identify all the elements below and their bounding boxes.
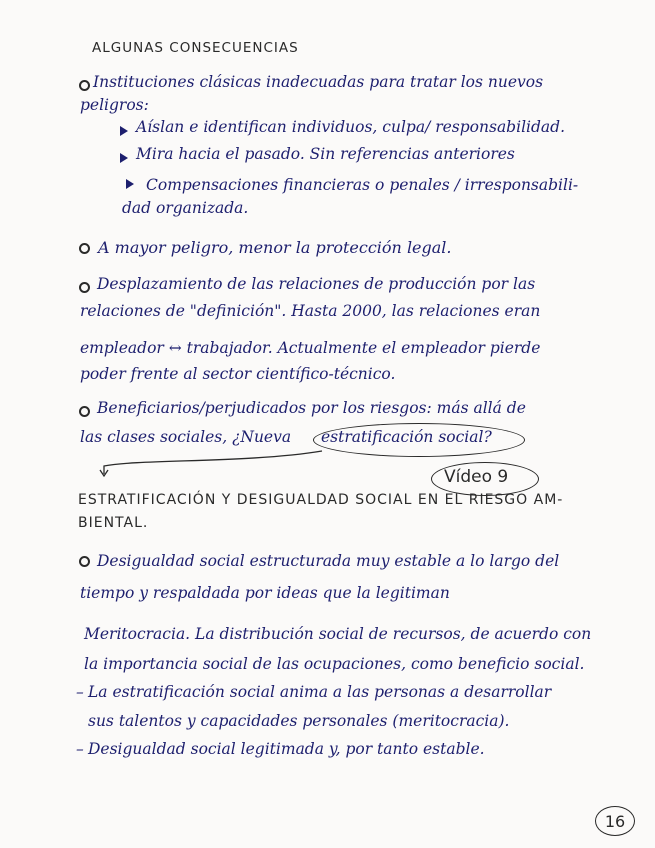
dash2-marker: –: [76, 740, 84, 758]
bullet2-text: A mayor peligro, menor la protección legal.: [98, 238, 452, 257]
meritocracia-line1: Meritocracia. La distribución social de recursos, de acuerdo con: [84, 625, 592, 643]
page-number: 16: [595, 806, 635, 836]
bullet5-line1: Desigualdad social estructurada muy estable a lo largo del: [97, 552, 560, 570]
bullet1-line2: peligros:: [80, 96, 149, 114]
bullet3-line4: poder frente al sector científico-técnico.: [80, 365, 396, 383]
bullet3-line3: empleador ↔ trabajador. Actualmente el empleador pierde: [80, 339, 541, 357]
sub2-line1: Mira hacia el pasado. Sin referencias anteriores: [136, 145, 515, 163]
heading-estratificacion-line2: BIENTAL.: [78, 515, 149, 531]
bullet4-line1: Beneficiarios/perjudicados por los riesgos: más allá de: [97, 399, 526, 417]
bullet1-line1: Instituciones clásicas inadecuadas para tratar los nuevos: [93, 73, 544, 91]
heading-estratificacion-line1: ESTRATIFICACIÓN Y DESIGUALDAD SOCIAL EN EL RIESGO AM-: [78, 492, 564, 508]
bullet3-line1: Desplazamiento de las relaciones de producción por las: [97, 275, 536, 293]
video-label: Vídeo 9: [444, 467, 509, 487]
heading-algunas-consecuencias: ALGUNAS CONSECUENCIAS: [92, 40, 299, 56]
sub1-line1: Aíslan e identifican individuos, culpa/ responsabilidad.: [136, 118, 565, 136]
sub3-line2: dad organizada.: [122, 199, 249, 217]
bullet4-line2b: estratificación social?: [321, 428, 492, 446]
dash1-line1: La estratificación social anima a las personas a desarrollar: [88, 683, 552, 701]
dash1-line2: sus talentos y capacidades personales (meritocracia).: [88, 712, 510, 730]
bullet5-line2: tiempo y respaldada por ideas que la legitiman: [80, 584, 450, 602]
meritocracia-line2: la importancia social de las ocupaciones, como beneficio social.: [84, 655, 585, 673]
sub3-line1: Compensaciones financieras o penales / irresponsabili-: [146, 176, 579, 194]
bullet4-line2a: las clases sociales, ¿Nueva: [80, 428, 292, 446]
bullet3-line2: relaciones de "definición". Hasta 2000, las relaciones eran: [80, 302, 541, 320]
dash1-marker: –: [76, 683, 84, 701]
bullet-circle: [79, 556, 90, 567]
dash2-text: Desigualdad social legitimada y, por tanto estable.: [88, 740, 485, 758]
